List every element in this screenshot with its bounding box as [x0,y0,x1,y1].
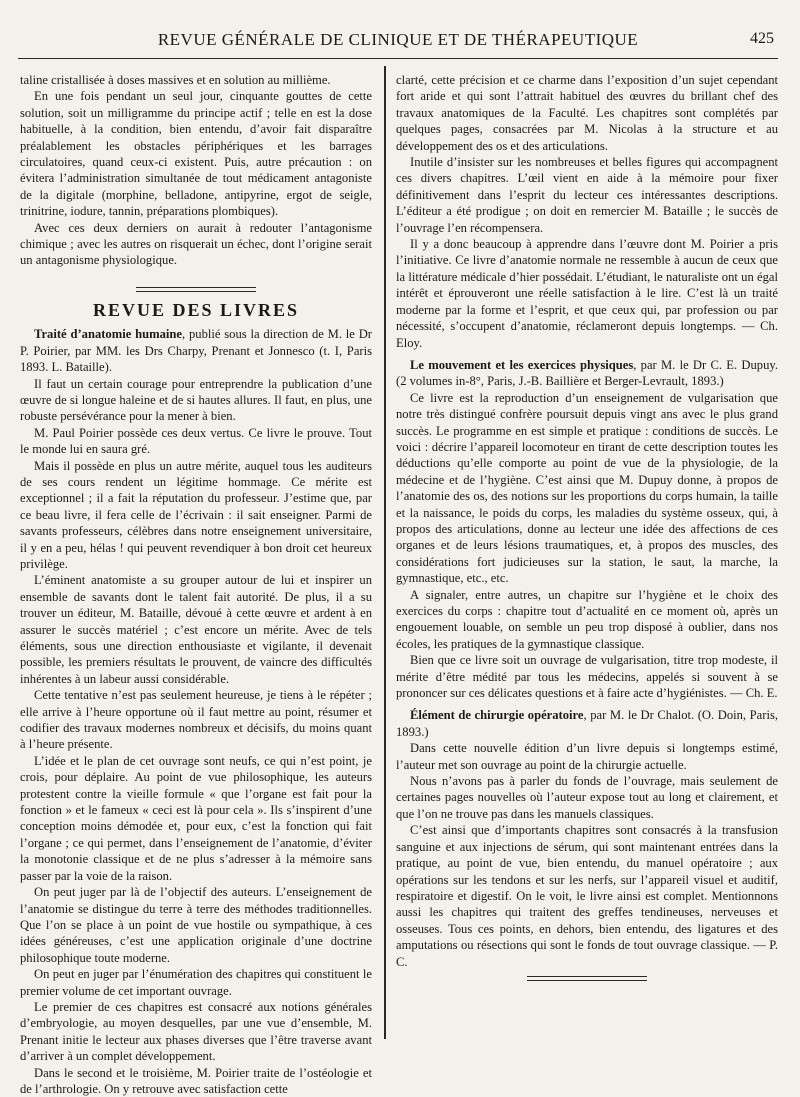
review-reference: , par M. le Dr C. E. Dupuy. (2 volumes in-8°, Paris, J.-B. Baillière et Berger-Levrault, 1893.) [396,357,778,389]
paragraph: L’éminent anatomiste a su grouper autour de lui et inspirer un ensemble de savants dont le talent fait autorité. De plus, il a su trouver un éditeur, M. Bataille, dévoué à cette œuvre et ardent à en assurer le succès matériel ; c’est encore un mérite. Avec de tels éléments, sous une direction enthousiaste et vigilante, il devenait possible, les premiers résultats le prouvent, de vaincre des difficultés inhérentes à un labeur aussi considérable. [20,573,372,686]
paragraph: Nous n’avons pas à parler du fonds de l’ouvrage, mais seulement de certaines pages nouvelles où l’auteur expose tout au long et clairement, et que l’on ne trouve pas dans les manuels classiques. [396,774,778,821]
paragraph: M. Paul Poirier possède ces deux vertus. Ce livre le prouve. Tout le monde lui en saura gré. [20,425,372,457]
running-title: REVUE GÉNÉRALE DE CLINIQUE ET DE THÉRAPEUTIQUE [157,30,639,49]
paragraph: C’est ainsi que d’importants chapitres sont consacrés à la transfusion sanguine et aux injections de sérum, qui sont maintenant entrées dans la pratique, au point de vue, bien entendu, du manuel opératoire ; aux opérations sur les tendons et sur les nerfs, sur l’appareil visuel et auditif, respiratoire et digestif. On le voit, le livre ainsi est complet. Mentionnons aussi les chapitres qui traitent des greffes tendineuses, nerveuses et osseuses. Tous ces points, en dehors, bien entendu, des ligatures et des amputations ou résections qui sont le fonds de tout ouvrage classique. — P. C. [396,823,778,969]
paragraph: Dans cette nouvelle édition d’un livre depuis si longtemps estimé, l’auteur met son ouvrage au point de la chirurgie actuelle. [396,741,778,772]
end-rule [527,976,647,981]
right-column [396,72,778,1047]
review-reference: , publié sous la direction de M. le Dr P. Poirier, par MM. les Drs Charpy, Prenant et Jonnesco (t. I, Paris 1893. L. Bataille). [20,327,372,375]
section-rule [136,287,256,292]
review-reference: , par M. le Dr Chalot. (O. Doin, Paris, 1893.) [396,708,779,739]
paragraph: Dans le second et le troisième, M. Poirier traite de l’ostéologie et de l’arthrologie. On y retrouve avec satisfaction cette [20,1065,372,1096]
paragraph: Il faut un certain courage pour entreprendre la publication d’une œuvre de si longue haleine et de si hautes allures. Il faut, en plus, une robuste persévérance pour la mener à bien. [20,376,372,424]
page-number: 425 [750,30,774,47]
paragraph: On peut en juger par l’énumération des chapitres qui constituent le premier volume de cet important ouvrage. [20,967,372,998]
paragraph: En une fois pendant un seul jour, cinquante gouttes de cette solution, soit un milligramme du principe actif ; telle en est la dose habituelle, à la condition, bien entendu, d’avoir fait disparaître préalablement les obstacles périphériques et les barrages circulatoires, quand ceux-ci existent. Puis, autre précaution : on évitera l’administration simultanée de tout médicament antagoniste de la digitale (morphine, belladone, antipyrine, ergot de seigle, trinitrine, iodure, tannin, préparations plombiques). [20,89,372,219]
paragraph: Cette tentative n’est pas seulement heureuse, je tiens à le répéter ; elle arrive à l’heure opportune où il faut mettre au point, résumer et codifier des travaux modernes nombreux et décisifs, du moins quant à l’heure présente. [20,688,372,752]
paragraph: Ce livre est la reproduction d’un enseignement de vulgarisation que notre très distingué confrère poursuit depuis vingt ans avec le plus grand succès. Le programme en est simple et pratique : conditions de succès. Le voici : décrire l’appareil locomoteur en tirant de cette description toutes les déductions qu’elle comporte au point de vue de la physiologie, de la médecine et de l’hygiène. C’est ainsi que M. Dupuy donne, à propos de l’anatomie des os, des notions sur les proportions du corps humain, la taille et la naissance, le poids du corps, les maladies du système osseux, qui, à propos des articulations, donne au lecteur une idée des affections de ces organes et de leurs lésions traumatiques, et, à propos des muscles, des considérations fort judicieuses sur la station, le saut, la marche, la gymnastique, etc., etc. [396,390,778,586]
left-column [20,72,372,1096]
paragraph: clarté, cette précision et ce charme dans l’exposition d’un sujet cependant fort aride et qui sont l’attrait habituel des œuvres du brillant chef des travaux anatomiques de la Faculté. Les chapitres sont complétés par quelques pages, consacrées par M. Nicolas à la structure et au développement des os et des articulations. [396,73,778,153]
paragraph: A signaler, entre autres, un chapitre sur l’hygiène et le choix des exercices du corps : chapitre tout d’actualité en ce moment où, après un engouement louable, on semble un peu trop disposé à oublier, dans nos écoles, les pratiques de la gymnastique classique. [396,587,778,651]
paragraph: Inutile d’insister sur les nombreuses et belles figures qui accompagnent ces divers chapitres. L’œil vient en aide à la mémoire pour fixer définitivement dans l’esprit du lecteur ces intéressantes descriptions. L’éditeur a été prodigue ; on doit en remercier M. Bataille ; le succès de l’ouvrage l’en récompensera. [396,155,778,235]
paragraph: Avec ces deux derniers on aurait à redouter l’antagonisme chimique ; avec les autres on risquerait un échec, dont l’origine serait un antagonisme physiologique. [20,220,372,268]
section-title: REVUE DES LIVRES [92,299,300,320]
paragraph: Mais il possède en plus un autre mérite, auquel tous les auditeurs de ses cours rendent un légitime hommage. Ce mérite est exceptionnel ; il a fait la réputation du professeur. J’estime que, par ce beau livre, il fera celle de l’écrivain : il sait enseigner. Parmi de savants professeurs, célèbres dans notre enseignement universitaire, il y en a peu, hélas ! qui peuvent revendiquer à bon droit cet heureux privilège. [20,458,372,571]
paragraph: Le premier de ces chapitres est consacré aux notions générales d’embryologie, au moyen desquelles, par une vue d’ensemble, M. Prenant initie le lecteur aux phases diverses que l’être traverse avant d’arriver à un complet développement. [20,999,372,1064]
review-heading [20,326,372,375]
paragraph: Il y a donc beaucoup à apprendre dans l’œuvre dont M. Poirier a pris l’initiative. Ce livre d’anatomie normale ne ressemble à aucun de ceux que la littérature médicale d’hier possédait. L’étudiant, le naturaliste ont un égal intérêt et éprouveront une réelle satisfaction à le lire. C’est là un traité moderne par la forme et l’esprit, et que ceux qui, par profession ou par nécessité, s’occupent d’anatomie, réclameront depuis longtemps. — Ch. Eloy. [396,237,778,350]
page-header [18,28,778,59]
paragraph: L’idée et le plan de cet ouvrage sont neufs, ce qui n’est point, je crois, pour déplaire. Au point de vue philosophique, les auteurs protestent contre la vieille formule « que l’organe est fait pour la fonction » et le fameux « ceci est là pour cela ». Ils s’inspirent d’une conception moins démodée et, pour eux, c’est la fonction qui fait l’organe ; ce qui permet, dans l’enseignement de l’anatomie, d’éviter la monotonie classique et de ne plus s’adresser à la mémoire sans passer par la voie de la raison. [20,753,372,883]
paragraph: Bien que ce livre soit un ouvrage de vulgarisation, titre trop modeste, il mérite d’être médité par tous les médecins, appelés si souvent à se prononcer sur ces délicates questions et à faire acte d’hygiénistes. — Ch. E. [396,653,778,701]
review-title: Élément de chirurgie opératoire [410,708,584,723]
paragraph: On peut juger par là de l’objectif des auteurs. L’enseignement de l’anatomie se distingue du terre à terre des méthodes traditionnelles. Que l’on se place à un point de vue hostile ou sympathique, à ces idées généreuses, c’est une application originale d’une doctrine philosophique toute moderne. [20,885,372,965]
review-heading [396,707,778,740]
column-divider [384,66,386,1039]
paragraph: taline cristallisée à doses massives et en solution au millième. [20,73,331,87]
spacer [20,269,372,287]
review-title: Le mouvement et les exercices physiques [410,357,634,372]
review-heading [396,357,778,390]
review-title: Traité d’anatomie humaine [34,327,183,342]
